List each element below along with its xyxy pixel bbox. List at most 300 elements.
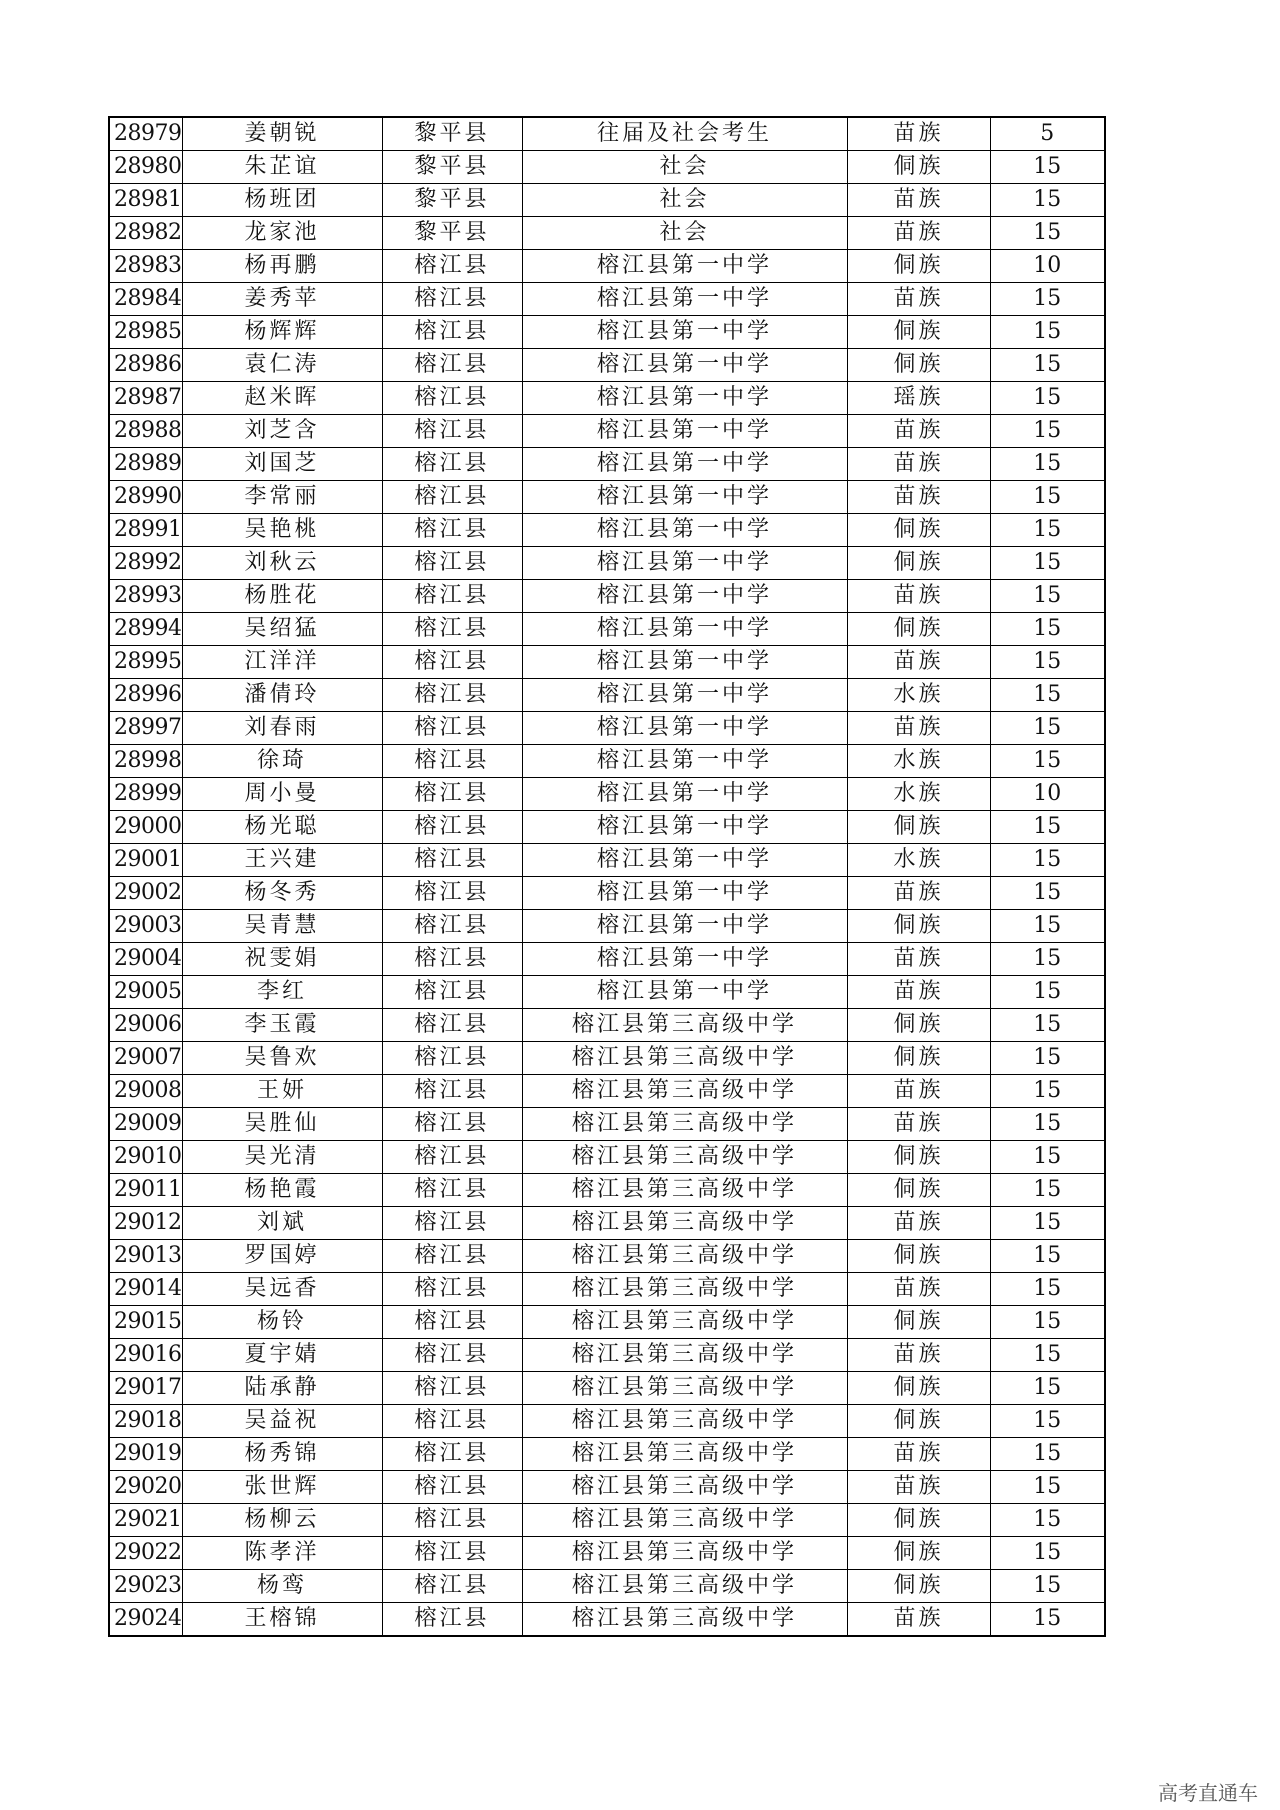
ethnicity-cell: 水族: [847, 745, 990, 778]
ethnicity-cell: 水族: [847, 844, 990, 877]
table-row: [109, 943, 1105, 976]
name-cell: 吴益祝: [182, 1405, 382, 1438]
school-cell: 榕江县第三高级中学: [522, 1240, 847, 1273]
score-cell: 5: [990, 117, 1105, 151]
ethnicity-cell: 苗族: [847, 1471, 990, 1504]
score-cell: 15: [990, 712, 1105, 745]
table-row: [109, 547, 1105, 580]
id-cell: 28998: [109, 745, 182, 778]
table-row: [109, 481, 1105, 514]
score-cell: 15: [990, 976, 1105, 1009]
name-cell: 杨班团: [182, 184, 382, 217]
score-cell: 15: [990, 1537, 1105, 1570]
table-row: [109, 1504, 1105, 1537]
id-cell: 29009: [109, 1108, 182, 1141]
school-cell: 榕江县第一中学: [522, 646, 847, 679]
county-cell: 榕江县: [382, 910, 522, 943]
id-cell: 28990: [109, 481, 182, 514]
score-cell: 15: [990, 1108, 1105, 1141]
county-cell: 榕江县: [382, 1504, 522, 1537]
score-cell: 15: [990, 448, 1105, 481]
ethnicity-cell: 苗族: [847, 1207, 990, 1240]
school-cell: 榕江县第三高级中学: [522, 1075, 847, 1108]
county-cell: 榕江县: [382, 613, 522, 646]
ethnicity-cell: 苗族: [847, 184, 990, 217]
name-cell: 王妍: [182, 1075, 382, 1108]
name-cell: 刘芝含: [182, 415, 382, 448]
score-cell: 10: [990, 778, 1105, 811]
name-cell: 吴胜仙: [182, 1108, 382, 1141]
ethnicity-cell: 苗族: [847, 1108, 990, 1141]
school-cell: 榕江县第三高级中学: [522, 1306, 847, 1339]
id-cell: 28992: [109, 547, 182, 580]
id-cell: 29006: [109, 1009, 182, 1042]
ethnicity-cell: 侗族: [847, 1570, 990, 1603]
name-cell: 吴远香: [182, 1273, 382, 1306]
ethnicity-cell: 苗族: [847, 580, 990, 613]
school-cell: 榕江县第三高级中学: [522, 1207, 847, 1240]
candidate-table: [108, 116, 1106, 1637]
county-cell: 榕江县: [382, 349, 522, 382]
school-cell: 榕江县第三高级中学: [522, 1174, 847, 1207]
score-cell: 15: [990, 1471, 1105, 1504]
score-cell: 15: [990, 844, 1105, 877]
county-cell: 榕江县: [382, 1603, 522, 1637]
table-row: [109, 1174, 1105, 1207]
ethnicity-cell: 侗族: [847, 1240, 990, 1273]
watermark-label: 高考直通车: [1158, 1781, 1258, 1805]
county-cell: 榕江县: [382, 283, 522, 316]
name-cell: 刘春雨: [182, 712, 382, 745]
county-cell: 榕江县: [382, 745, 522, 778]
table-row: [109, 811, 1105, 844]
name-cell: 吴青慧: [182, 910, 382, 943]
county-cell: 榕江县: [382, 1306, 522, 1339]
ethnicity-cell: 侗族: [847, 1504, 990, 1537]
name-cell: 杨再鹏: [182, 250, 382, 283]
id-cell: 28983: [109, 250, 182, 283]
name-cell: 杨艳霞: [182, 1174, 382, 1207]
school-cell: 往届及社会考生: [522, 117, 847, 151]
ethnicity-cell: 侗族: [847, 349, 990, 382]
county-cell: 榕江县: [382, 1075, 522, 1108]
ethnicity-cell: 侗族: [847, 514, 990, 547]
id-cell: 28993: [109, 580, 182, 613]
id-cell: 29012: [109, 1207, 182, 1240]
name-cell: 周小曼: [182, 778, 382, 811]
ethnicity-cell: 侗族: [847, 1405, 990, 1438]
ethnicity-cell: 侗族: [847, 250, 990, 283]
name-cell: 袁仁涛: [182, 349, 382, 382]
score-cell: 15: [990, 877, 1105, 910]
id-cell: 28989: [109, 448, 182, 481]
ethnicity-cell: 苗族: [847, 448, 990, 481]
id-cell: 29020: [109, 1471, 182, 1504]
school-cell: 榕江县第一中学: [522, 778, 847, 811]
id-cell: 29013: [109, 1240, 182, 1273]
school-cell: 榕江县第三高级中学: [522, 1108, 847, 1141]
name-cell: 龙家池: [182, 217, 382, 250]
county-cell: 榕江县: [382, 547, 522, 580]
ethnicity-cell: 苗族: [847, 481, 990, 514]
county-cell: 黎平县: [382, 151, 522, 184]
county-cell: 榕江县: [382, 646, 522, 679]
id-cell: 29014: [109, 1273, 182, 1306]
ethnicity-cell: 苗族: [847, 1273, 990, 1306]
ethnicity-cell: 苗族: [847, 1075, 990, 1108]
id-cell: 28986: [109, 349, 182, 382]
score-cell: 15: [990, 1207, 1105, 1240]
county-cell: 榕江县: [382, 448, 522, 481]
county-cell: 榕江县: [382, 1537, 522, 1570]
school-cell: 榕江县第三高级中学: [522, 1504, 847, 1537]
county-cell: 榕江县: [382, 316, 522, 349]
school-cell: 榕江县第一中学: [522, 613, 847, 646]
table-row: [109, 1075, 1105, 1108]
score-cell: 15: [990, 1438, 1105, 1471]
table-row: [109, 580, 1105, 613]
name-cell: 刘国芝: [182, 448, 382, 481]
score-cell: 15: [990, 1075, 1105, 1108]
name-cell: 杨胜花: [182, 580, 382, 613]
school-cell: 榕江县第一中学: [522, 910, 847, 943]
id-cell: 28994: [109, 613, 182, 646]
id-cell: 28981: [109, 184, 182, 217]
score-cell: 15: [990, 481, 1105, 514]
name-cell: 姜朝锐: [182, 117, 382, 151]
school-cell: 榕江县第三高级中学: [522, 1438, 847, 1471]
county-cell: 榕江县: [382, 481, 522, 514]
id-cell: 29004: [109, 943, 182, 976]
school-cell: 社会: [522, 151, 847, 184]
ethnicity-cell: 侗族: [847, 811, 990, 844]
id-cell: 29019: [109, 1438, 182, 1471]
school-cell: 榕江县第一中学: [522, 976, 847, 1009]
county-cell: 榕江县: [382, 1174, 522, 1207]
name-cell: 杨鸾: [182, 1570, 382, 1603]
name-cell: 吴鲁欢: [182, 1042, 382, 1075]
ethnicity-cell: 水族: [847, 778, 990, 811]
score-cell: 15: [990, 1372, 1105, 1405]
id-cell: 28985: [109, 316, 182, 349]
name-cell: 朱芷谊: [182, 151, 382, 184]
name-cell: 李玉霞: [182, 1009, 382, 1042]
table-row: [109, 1339, 1105, 1372]
school-cell: 榕江县第三高级中学: [522, 1009, 847, 1042]
name-cell: 李常丽: [182, 481, 382, 514]
school-cell: 榕江县第一中学: [522, 943, 847, 976]
school-cell: 榕江县第一中学: [522, 349, 847, 382]
name-cell: 杨冬秀: [182, 877, 382, 910]
county-cell: 榕江县: [382, 1207, 522, 1240]
table-row: [109, 712, 1105, 745]
score-cell: 15: [990, 1174, 1105, 1207]
table-row: [109, 613, 1105, 646]
ethnicity-cell: 侗族: [847, 547, 990, 580]
school-cell: 榕江县第一中学: [522, 712, 847, 745]
county-cell: 榕江县: [382, 811, 522, 844]
school-cell: 榕江县第三高级中学: [522, 1570, 847, 1603]
table-row: [109, 1306, 1105, 1339]
table-row: [109, 1537, 1105, 1570]
id-cell: 29022: [109, 1537, 182, 1570]
name-cell: 王榕锦: [182, 1603, 382, 1637]
ethnicity-cell: 苗族: [847, 712, 990, 745]
ethnicity-cell: 苗族: [847, 117, 990, 151]
name-cell: 王兴建: [182, 844, 382, 877]
id-cell: 29023: [109, 1570, 182, 1603]
table-row: [109, 1042, 1105, 1075]
ethnicity-cell: 侗族: [847, 1372, 990, 1405]
school-cell: 榕江县第三高级中学: [522, 1339, 847, 1372]
county-cell: 黎平县: [382, 117, 522, 151]
id-cell: 28980: [109, 151, 182, 184]
name-cell: 杨光聪: [182, 811, 382, 844]
score-cell: 15: [990, 514, 1105, 547]
table-row: [109, 415, 1105, 448]
name-cell: 刘斌: [182, 1207, 382, 1240]
score-cell: 15: [990, 382, 1105, 415]
score-cell: 15: [990, 646, 1105, 679]
county-cell: 榕江县: [382, 1273, 522, 1306]
id-cell: 29001: [109, 844, 182, 877]
school-cell: 榕江县第一中学: [522, 514, 847, 547]
table-row: [109, 844, 1105, 877]
table-row: [109, 1207, 1105, 1240]
ethnicity-cell: 苗族: [847, 1438, 990, 1471]
score-cell: 15: [990, 1570, 1105, 1603]
id-cell: 29010: [109, 1141, 182, 1174]
ethnicity-cell: 苗族: [847, 283, 990, 316]
county-cell: 榕江县: [382, 1438, 522, 1471]
name-cell: 江洋洋: [182, 646, 382, 679]
school-cell: 榕江县第一中学: [522, 679, 847, 712]
table-row: [109, 316, 1105, 349]
school-cell: 榕江县第一中学: [522, 745, 847, 778]
score-cell: 15: [990, 415, 1105, 448]
ethnicity-cell: 侗族: [847, 316, 990, 349]
ethnicity-cell: 侗族: [847, 1042, 990, 1075]
county-cell: 榕江县: [382, 514, 522, 547]
county-cell: 榕江县: [382, 877, 522, 910]
id-cell: 28995: [109, 646, 182, 679]
school-cell: 榕江县第三高级中学: [522, 1372, 847, 1405]
county-cell: 榕江县: [382, 976, 522, 1009]
table-row: [109, 745, 1105, 778]
name-cell: 吴光清: [182, 1141, 382, 1174]
score-cell: 15: [990, 1042, 1105, 1075]
county-cell: 黎平县: [382, 184, 522, 217]
score-cell: 15: [990, 1273, 1105, 1306]
id-cell: 29002: [109, 877, 182, 910]
score-cell: 15: [990, 811, 1105, 844]
county-cell: 黎平县: [382, 217, 522, 250]
id-cell: 28982: [109, 217, 182, 250]
school-cell: 榕江县第一中学: [522, 316, 847, 349]
school-cell: 榕江县第三高级中学: [522, 1042, 847, 1075]
id-cell: 28999: [109, 778, 182, 811]
name-cell: 吴艳桃: [182, 514, 382, 547]
school-cell: 榕江县第三高级中学: [522, 1537, 847, 1570]
ethnicity-cell: 苗族: [847, 1339, 990, 1372]
county-cell: 榕江县: [382, 712, 522, 745]
county-cell: 榕江县: [382, 382, 522, 415]
id-cell: 29008: [109, 1075, 182, 1108]
table-row: [109, 679, 1105, 712]
name-cell: 吴绍猛: [182, 613, 382, 646]
ethnicity-cell: 侗族: [847, 1141, 990, 1174]
county-cell: 榕江县: [382, 1372, 522, 1405]
score-cell: 15: [990, 547, 1105, 580]
school-cell: 榕江县第三高级中学: [522, 1405, 847, 1438]
county-cell: 榕江县: [382, 1009, 522, 1042]
name-cell: 夏宇婧: [182, 1339, 382, 1372]
table-row: [109, 910, 1105, 943]
score-cell: 15: [990, 1603, 1105, 1637]
school-cell: 榕江县第三高级中学: [522, 1603, 847, 1637]
table-row: [109, 283, 1105, 316]
table-row: [109, 250, 1105, 283]
school-cell: 榕江县第一中学: [522, 580, 847, 613]
score-cell: 15: [990, 349, 1105, 382]
score-cell: 15: [990, 1504, 1105, 1537]
table-row: [109, 1240, 1105, 1273]
score-cell: 15: [990, 745, 1105, 778]
school-cell: 榕江县第一中学: [522, 382, 847, 415]
score-cell: 15: [990, 1240, 1105, 1273]
table-row: [109, 349, 1105, 382]
table-body: [109, 117, 1105, 1636]
school-cell: 榕江县第一中学: [522, 448, 847, 481]
ethnicity-cell: 侗族: [847, 1009, 990, 1042]
table-row: [109, 1471, 1105, 1504]
ethnicity-cell: 侗族: [847, 1306, 990, 1339]
id-cell: 29011: [109, 1174, 182, 1207]
name-cell: 赵米晖: [182, 382, 382, 415]
id-cell: 28987: [109, 382, 182, 415]
table-row: [109, 1603, 1105, 1637]
id-cell: 28997: [109, 712, 182, 745]
table-row: [109, 184, 1105, 217]
name-cell: 张世辉: [182, 1471, 382, 1504]
county-cell: 榕江县: [382, 1240, 522, 1273]
county-cell: 榕江县: [382, 415, 522, 448]
ethnicity-cell: 苗族: [847, 217, 990, 250]
table-row: [109, 1570, 1105, 1603]
score-cell: 15: [990, 184, 1105, 217]
school-cell: 社会: [522, 217, 847, 250]
table-row: [109, 646, 1105, 679]
score-cell: 15: [990, 1405, 1105, 1438]
score-cell: 15: [990, 943, 1105, 976]
score-cell: 15: [990, 613, 1105, 646]
school-cell: 榕江县第一中学: [522, 415, 847, 448]
score-cell: 15: [990, 679, 1105, 712]
id-cell: 29005: [109, 976, 182, 1009]
county-cell: 榕江县: [382, 943, 522, 976]
county-cell: 榕江县: [382, 580, 522, 613]
ethnicity-cell: 苗族: [847, 877, 990, 910]
school-cell: 榕江县第三高级中学: [522, 1141, 847, 1174]
ethnicity-cell: 苗族: [847, 646, 990, 679]
school-cell: 榕江县第一中学: [522, 877, 847, 910]
table-row: [109, 117, 1105, 151]
score-cell: 15: [990, 316, 1105, 349]
school-cell: 榕江县第一中学: [522, 481, 847, 514]
ethnicity-cell: 瑶族: [847, 382, 990, 415]
table-row: [109, 1141, 1105, 1174]
score-cell: 15: [990, 1339, 1105, 1372]
school-cell: 社会: [522, 184, 847, 217]
id-cell: 29000: [109, 811, 182, 844]
school-cell: 榕江县第三高级中学: [522, 1471, 847, 1504]
county-cell: 榕江县: [382, 679, 522, 712]
table-row: [109, 514, 1105, 547]
table-row: [109, 1009, 1105, 1042]
ethnicity-cell: 水族: [847, 679, 990, 712]
county-cell: 榕江县: [382, 1141, 522, 1174]
table-row: [109, 1438, 1105, 1471]
name-cell: 徐琦: [182, 745, 382, 778]
score-cell: 15: [990, 217, 1105, 250]
name-cell: 潘倩玲: [182, 679, 382, 712]
school-cell: 榕江县第一中学: [522, 250, 847, 283]
id-cell: 28991: [109, 514, 182, 547]
table-row: [109, 151, 1105, 184]
id-cell: 29017: [109, 1372, 182, 1405]
table-row: [109, 1405, 1105, 1438]
name-cell: 祝雯娟: [182, 943, 382, 976]
county-cell: 榕江县: [382, 1471, 522, 1504]
name-cell: 杨辉辉: [182, 316, 382, 349]
name-cell: 姜秀苹: [182, 283, 382, 316]
ethnicity-cell: 苗族: [847, 943, 990, 976]
table-row: [109, 877, 1105, 910]
id-cell: 29015: [109, 1306, 182, 1339]
score-cell: 15: [990, 151, 1105, 184]
school-cell: 榕江县第一中学: [522, 547, 847, 580]
table-row: [109, 217, 1105, 250]
school-cell: 榕江县第三高级中学: [522, 1273, 847, 1306]
score-cell: 15: [990, 580, 1105, 613]
id-cell: 29018: [109, 1405, 182, 1438]
county-cell: 榕江县: [382, 1405, 522, 1438]
ethnicity-cell: 侗族: [847, 613, 990, 646]
school-cell: 榕江县第一中学: [522, 811, 847, 844]
name-cell: 刘秋云: [182, 547, 382, 580]
table-row: [109, 976, 1105, 1009]
school-cell: 榕江县第一中学: [522, 283, 847, 316]
ethnicity-cell: 苗族: [847, 415, 990, 448]
name-cell: 杨铃: [182, 1306, 382, 1339]
id-cell: 28979: [109, 117, 182, 151]
ethnicity-cell: 侗族: [847, 910, 990, 943]
ethnicity-cell: 侗族: [847, 1174, 990, 1207]
county-cell: 榕江县: [382, 250, 522, 283]
id-cell: 28988: [109, 415, 182, 448]
county-cell: 榕江县: [382, 1339, 522, 1372]
name-cell: 陈孝洋: [182, 1537, 382, 1570]
ethnicity-cell: 侗族: [847, 1537, 990, 1570]
score-cell: 15: [990, 1141, 1105, 1174]
name-cell: 杨柳云: [182, 1504, 382, 1537]
table-row: [109, 1273, 1105, 1306]
table-row: [109, 1108, 1105, 1141]
name-cell: 陆承静: [182, 1372, 382, 1405]
county-cell: 榕江县: [382, 844, 522, 877]
score-cell: 15: [990, 1009, 1105, 1042]
ethnicity-cell: 侗族: [847, 151, 990, 184]
